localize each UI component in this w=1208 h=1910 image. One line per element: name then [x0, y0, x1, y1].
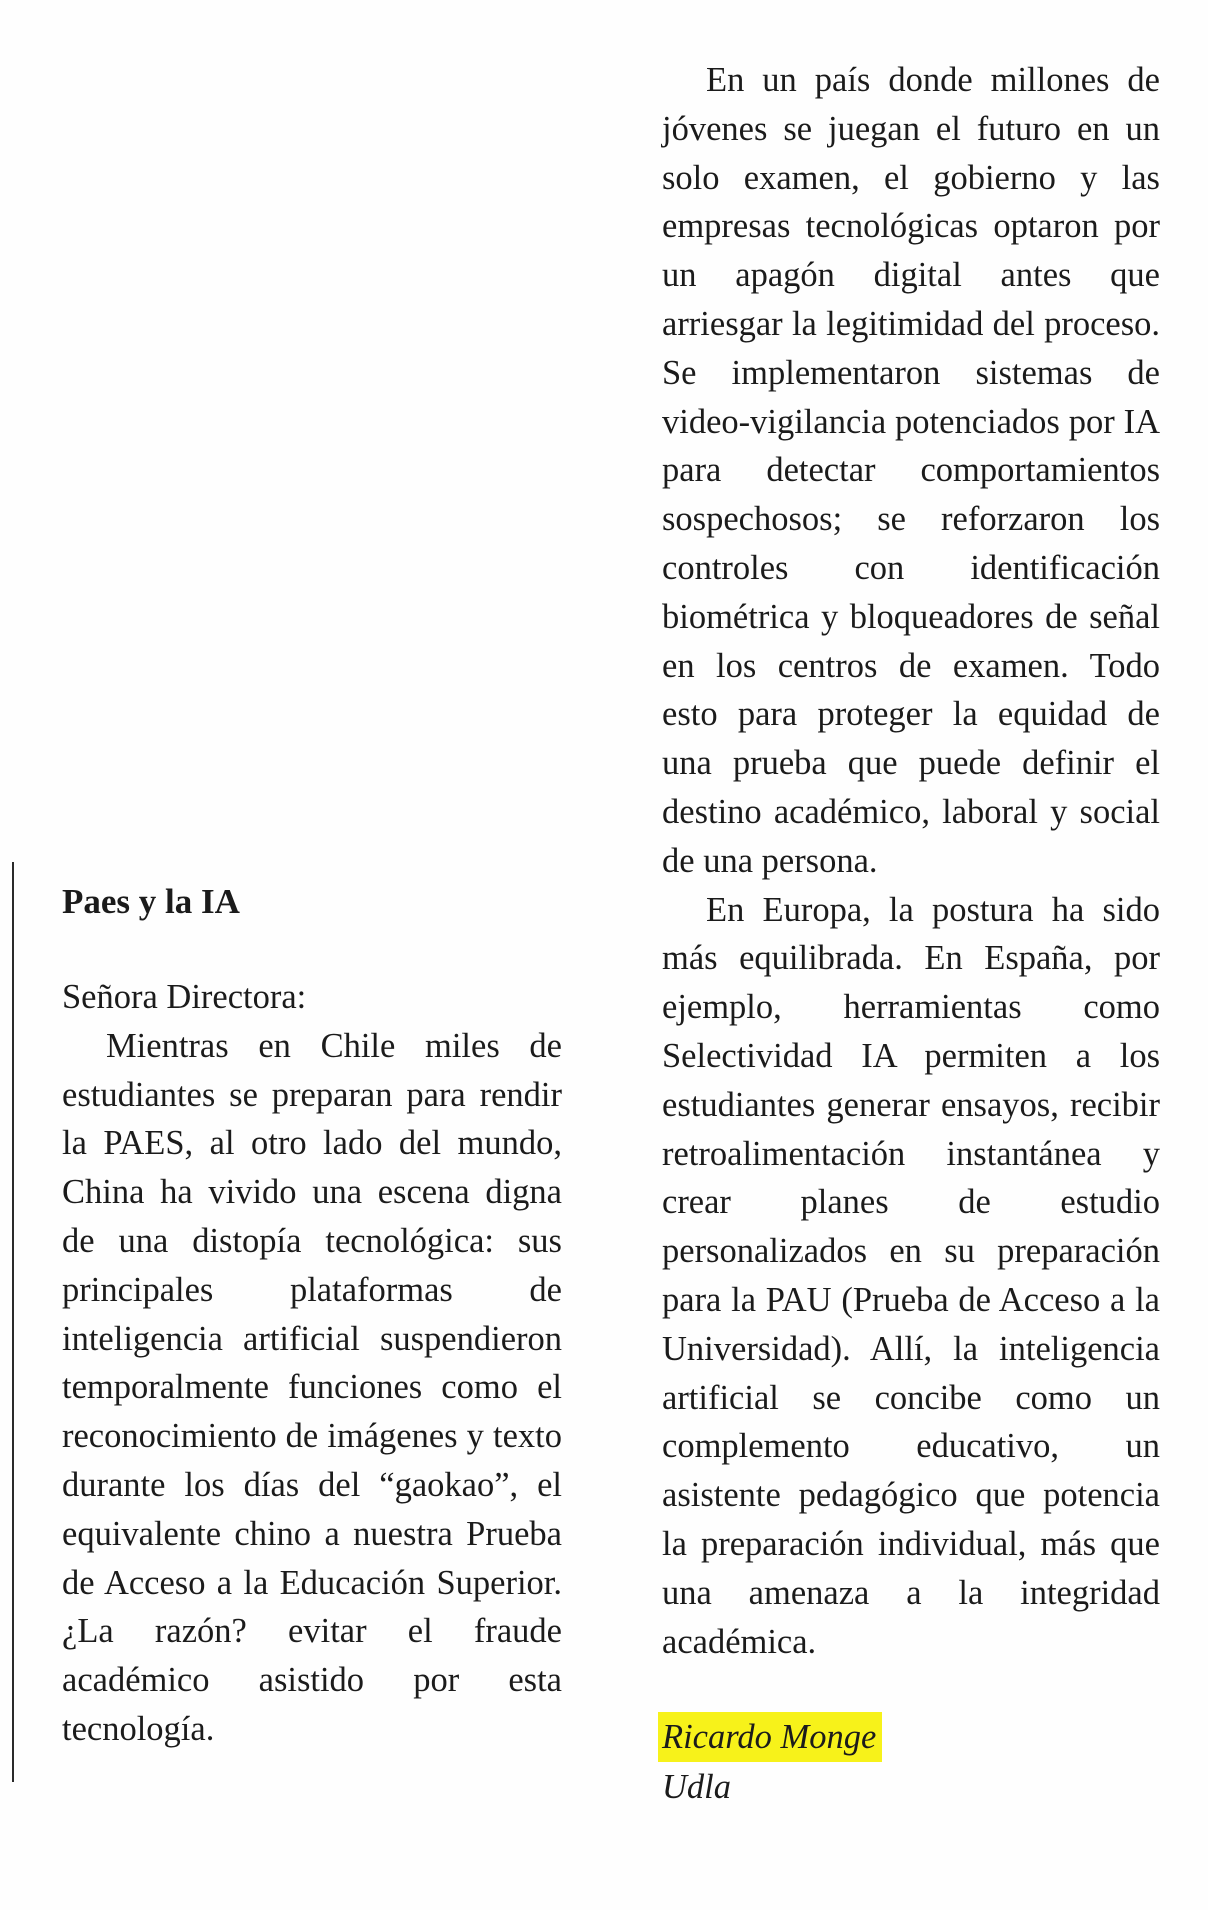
- letter-column-left: [62, 878, 562, 1754]
- letter-salutation: Señora Directora:: [62, 978, 307, 1016]
- letter-paragraph-3: En Europa, la postura ha sido más equilibrada. En España, por ejemplo, herramientas como Selectividad IA permiten a los estudiantes generar ensayos, recibir retroalimentación instantánea y crear planes de estudio personalizados en su preparación para la PAU (Prueba de Acceso a la Universidad). Allí, la inteligencia artificial se concibe como un complemento educativo, un asistente pedagógico que potencia la preparación individual, más que una amenaza a la integridad académica.: [662, 890, 1160, 1661]
- letter-headline: Paes y la IA: [62, 882, 240, 921]
- letter-paragraph-1: Mientras en Chile miles de estudiantes se preparan para rendir la PAES, al otro lado del mundo, China ha vivido una escena digna de una distopía tecnológica: sus principales plataformas de inteligencia artificial suspendieron temporalmente funciones como el reconocimiento de imágenes y texto durante los días del “gaokao”, el equivalente chino a nuestra Prueba de Acceso a la Educación Superior. ¿La razón? evitar el fraude académico asistido por esta tecnología.: [62, 1026, 562, 1748]
- letter-signature: [662, 1712, 1160, 1812]
- column-rule: [12, 862, 14, 1782]
- letter-paragraph-2: En un país donde millones de jóvenes se juegan el futuro en un solo examen, el gobierno y las empresas tecnológicas optaron por un apagón digital antes que arriesgar la legitimidad del proceso. Se implementaron sistemas de video-vigilancia potenciados por IA para detectar comportamientos sospechosos; se reforzaron los controles con identificación biométrica y bloqueadores de señal en los centros de examen. Todo esto para proteger la equidad de una prueba que puede definir el destino académico, laboral y social de una persona.: [662, 61, 1160, 880]
- signature-affiliation: Udla: [662, 1768, 731, 1807]
- letter-column-right: [662, 56, 1160, 1812]
- signature-name-highlighted: Ricardo Monge: [658, 1712, 882, 1762]
